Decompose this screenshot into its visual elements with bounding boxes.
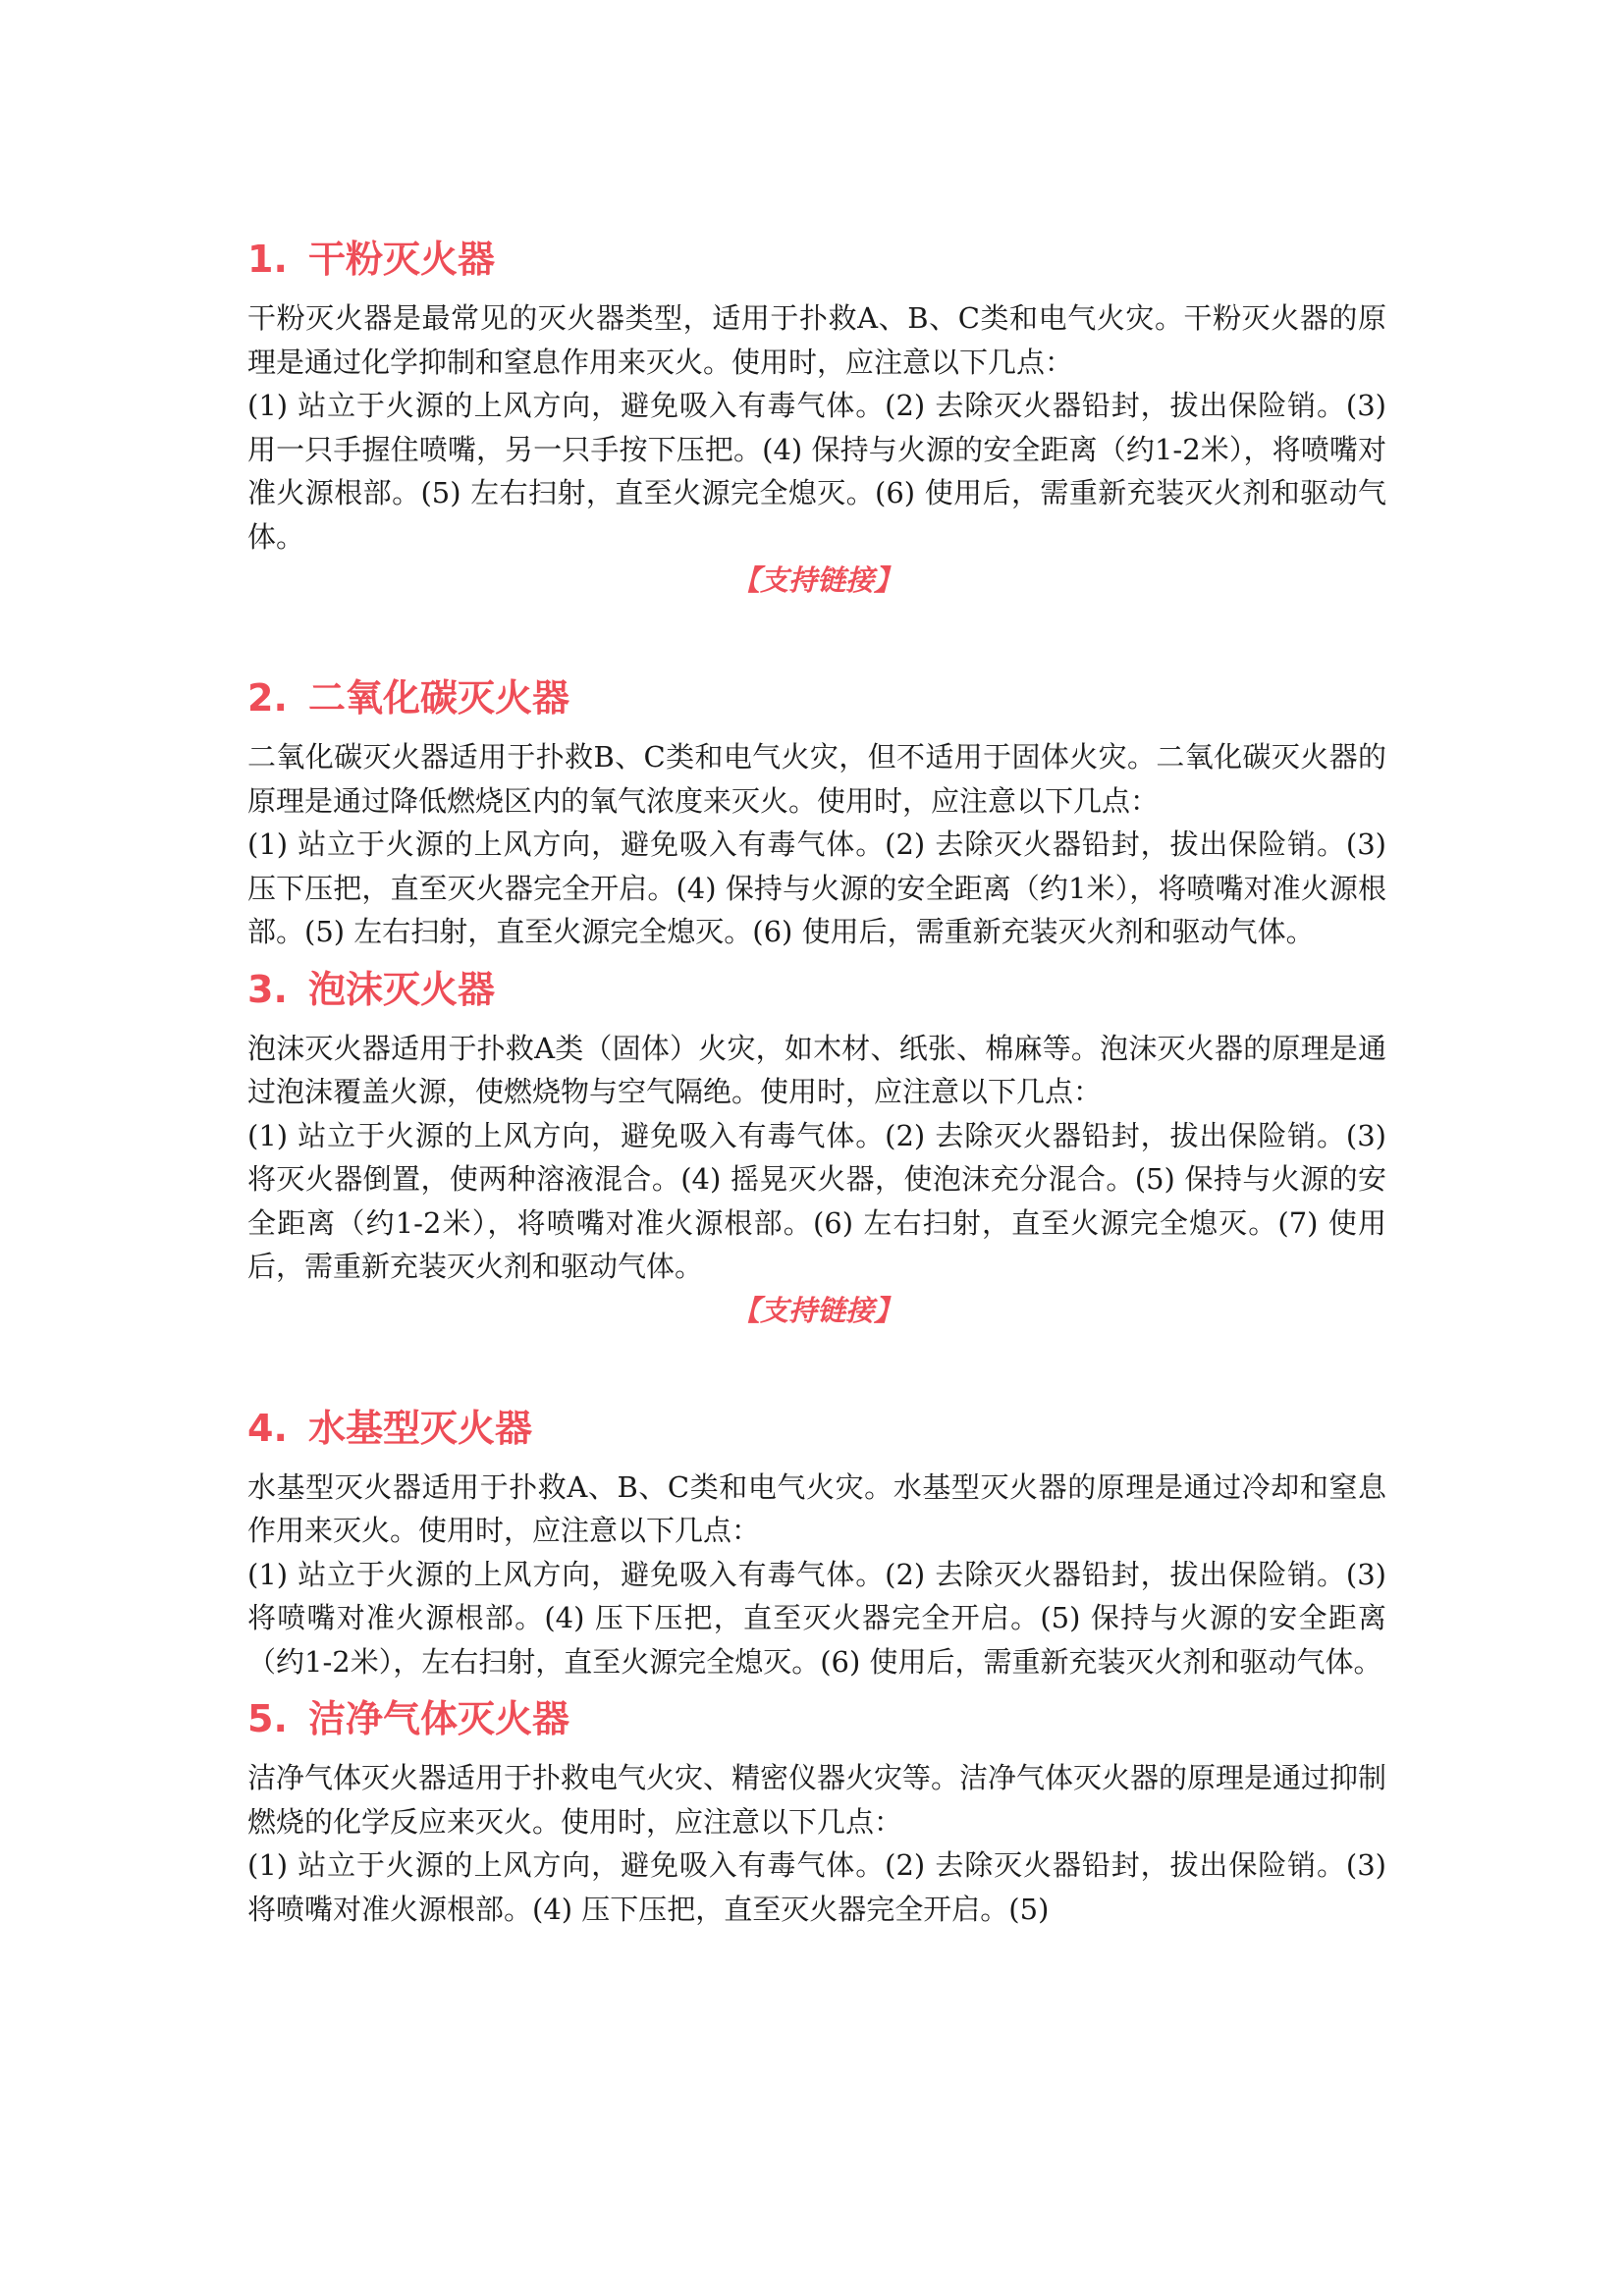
section-heading [247,1405,1386,1452]
section-number: 1. [247,238,288,281]
support-link-row [247,559,1386,602]
section-heading [247,674,1386,721]
section-steps: (1) 站立于火源的上风方向，避免吸入有毒气体。(2) 去除灭火器铅封，拔出保险销。(3) 用一只手握住喷嘴，另一只手按下压把。(4) 保持与火源的安全距离（约1-2米），将喷嘴对准火源根部。(5) 左右扫射，直至火源完全熄灭。(6) 使用后，需重新充装灭火剂和驱动气体。 [247,389,1386,554]
section-intro: 二氧化碳灭火器适用于扑救B、C类和电气火灾，但不适用于固体火灾。二氧化碳灭火器的原理是通过降低燃烧区内的氧气浓度来灭火。使用时，应注意以下几点： [247,740,1386,818]
section-steps: (1) 站立于火源的上风方向，避免吸入有毒气体。(2) 去除灭火器铅封，拔出保险销。(3) 将喷嘴对准火源根部。(4) 压下压把，直至灭火器完全开启。(5) [247,1848,1386,1926]
support-link[interactable]: 【支持链接】 [731,1293,902,1327]
section-title: 洁净气体灭火器 [308,1697,570,1740]
section-co2 [247,674,1386,954]
section-intro: 水基型灭火器适用于扑救A、B、C类和电气火灾。水基型灭火器的原理是通过冷却和窒息作用来灭火。使用时，应注意以下几点： [247,1469,1386,1547]
support-link-row [247,1289,1386,1332]
spacer [247,602,1386,663]
section-number: 5. [247,1697,288,1740]
section-steps: (1) 站立于火源的上风方向，避免吸入有毒气体。(2) 去除灭火器铅封，拔出保险销。(3) 将喷嘴对准火源根部。(4) 压下压把，直至灭火器完全开启。(5) 保持与火源的安全距离（约1-2米），左右扫射，直至火源完全熄灭。(6) 使用后，需重新充装灭火剂和驱动气体。 [247,1557,1386,1679]
support-link[interactable]: 【支持链接】 [731,563,902,597]
section-title: 水基型灭火器 [308,1406,533,1450]
section-heading [247,966,1386,1013]
section-intro: 洁净气体灭火器适用于扑救电气火灾、精密仪器火灾等。洁净气体灭火器的原理是通过抑制燃烧的化学反应来灭火。使用时，应注意以下几点： [247,1761,1387,1839]
spacer [247,1332,1386,1393]
section-intro: 泡沫灭火器适用于扑救A类（固体）火灾，如木材、纸张、棉麻等。泡沫灭火器的原理是通过泡沫覆盖火源，使燃烧物与空气隔绝。使用时，应注意以下几点： [247,1031,1386,1108]
section-steps: (1) 站立于火源的上风方向，避免吸入有毒气体。(2) 去除灭火器铅封，拔出保险销。(3) 将灭火器倒置，使两种溶液混合。(4) 摇晃灭火器，使泡沫充分混合。(5) 保持与火源的安全距离（约1-2米），将喷嘴对准火源根部。(6) 左右扫射，直至火源完全熄灭。(7) 使用后，需重新充装灭火剂和驱动气体。 [247,1118,1386,1283]
section-title: 二氧化碳灭火器 [308,676,570,720]
section-heading [247,236,1386,283]
section-foam [247,966,1386,1393]
section-number: 4. [247,1406,288,1450]
section-title: 干粉灭火器 [308,238,496,281]
section-number: 3. [247,967,288,1011]
section-number: 2. [247,676,288,720]
document-page [247,224,1386,1931]
section-clean-agent [247,1695,1386,1931]
section-dry-powder [247,236,1386,663]
section-water-based [247,1405,1386,1684]
section-intro: 干粉灭火器是最常见的灭火器类型，适用于扑救A、B、C类和电气火灾。干粉灭火器的原理是通过化学抑制和窒息作用来灭火。使用时，应注意以下几点： [247,301,1386,379]
section-heading [247,1695,1386,1742]
section-title: 泡沫灭火器 [308,967,496,1011]
section-steps: (1) 站立于火源的上风方向，避免吸入有毒气体。(2) 去除灭火器铅封，拔出保险销。(3) 压下压把，直至灭火器完全开启。(4) 保持与火源的安全距离（约1米），将喷嘴对准火源根部。(5) 左右扫射，直至火源完全熄灭。(6) 使用后，需重新充装灭火剂和驱动气体。 [247,828,1386,948]
